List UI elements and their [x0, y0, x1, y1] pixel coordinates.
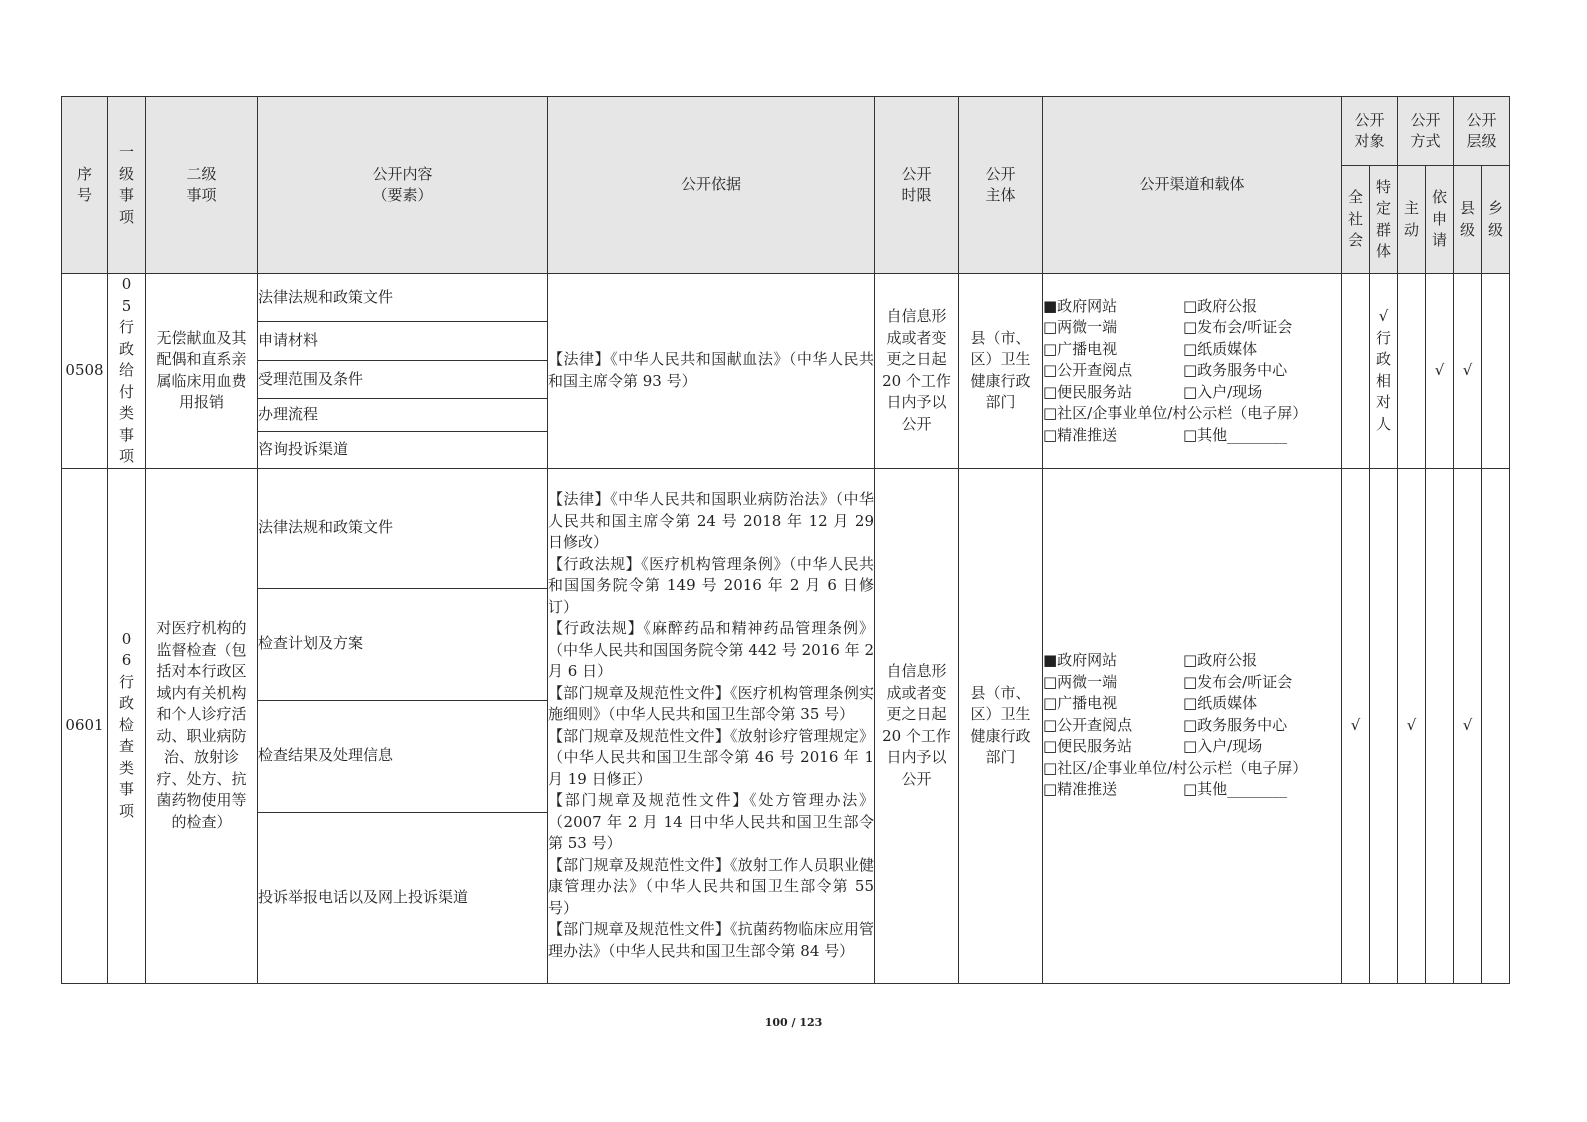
channel-item: □发布会/听证会 [1183, 672, 1293, 691]
channel-item: ■政府网站 [1043, 651, 1118, 670]
content-item: 法律法规和政策文件 [258, 468, 548, 588]
row-method-apply: √ [1426, 274, 1454, 469]
channel-item: □广播电视 [1043, 694, 1118, 713]
channel-item: □两微一端 [1043, 318, 1118, 336]
row-time-limit: 自信息形成或者变更之日起 20 个工作日内予以公开 [875, 468, 959, 983]
row-level-county: √ [1454, 468, 1482, 983]
header-object-specific: 特定群体 [1370, 166, 1398, 274]
header-subject: 公开主体 [959, 97, 1043, 274]
channel-item: ■政府网站 [1043, 296, 1118, 315]
content-item: 受理范围及条件 [258, 360, 548, 399]
row-level2: 对医疗机构的监督检查（包括对本行政区域内有关机构和个人诊疗活动、职业病防治、放射诊疗、处方、抗菌药物使用等的检查） [146, 468, 258, 983]
channel-item: □政务服务中心 [1183, 361, 1288, 379]
content-item: 办理流程 [258, 399, 548, 431]
row-level1: 05行政给付类事项 [108, 274, 146, 469]
channel-item: □便民服务站 [1043, 382, 1133, 401]
row-level-town [1482, 468, 1510, 983]
channel-item: □纸质媒体 [1183, 694, 1258, 713]
table-row [62, 468, 1510, 588]
header-level1: 一级事项 [108, 97, 146, 274]
table-row [62, 274, 1510, 322]
row-level1: 06行政检查类事项 [108, 468, 146, 983]
row-seq: 0601 [62, 468, 108, 983]
content-item: 法律法规和政策文件 [258, 274, 548, 322]
channel-item: □政府公报 [1183, 296, 1258, 315]
channel-item: □公开查阅点 [1043, 361, 1133, 379]
header-basis: 公开依据 [548, 97, 875, 274]
row-seq: 0508 [62, 274, 108, 469]
row-method-active: √ [1398, 468, 1426, 983]
header-content: 公开内容 （要素） [258, 97, 548, 274]
header-method-group: 公开方式 [1398, 97, 1454, 166]
row-object-specific: √行政相对人 [1370, 274, 1398, 469]
row-object-all: √ [1342, 468, 1370, 983]
row-method-apply [1426, 468, 1454, 983]
channel-item: □政府公报 [1183, 651, 1258, 670]
channel-item: □入户/现场 [1183, 382, 1263, 401]
row-time-limit: 自信息形成或者变更之日起 20 个工作日内予以公开 [875, 274, 959, 469]
channel-item: □入户/现场 [1183, 737, 1263, 756]
header-object-group: 公开对象 [1342, 97, 1398, 166]
content-item: 申请材料 [258, 322, 548, 361]
content-item: 咨询投诉渠道 [258, 431, 548, 468]
row-level-town [1482, 274, 1510, 469]
row-object-specific [1370, 468, 1398, 983]
content-item: 检查结果及处理信息 [258, 700, 548, 812]
row-basis: 【法律】《中华人民共和国献血法》（中华人民共和国主席令第 93 号） [548, 274, 875, 469]
channel-item: □发布会/听证会 [1183, 318, 1293, 336]
channel-item: □两微一端 [1043, 672, 1118, 691]
header-time-limit: 公开时限 [875, 97, 959, 274]
channel-item: □广播电视 [1043, 339, 1118, 358]
header-method-apply: 依申请 [1426, 166, 1454, 274]
header-level-county: 县级 [1454, 166, 1482, 274]
header-object-all: 全社会 [1342, 166, 1370, 274]
channel-item: □纸质媒体 [1183, 339, 1258, 358]
content-item: 检查计划及方案 [258, 588, 548, 700]
channel-item: □精准推送 [1043, 425, 1118, 444]
channel-item: □社区/企事业单位/村公示栏（电子屏） [1043, 758, 1308, 777]
content-item: 投诉举报电话以及网上投诉渠道 [258, 812, 548, 983]
page-number: 100 / 123 [764, 1016, 823, 1029]
channel-item: □政务服务中心 [1183, 715, 1288, 734]
channel-item: □精准推送 [1043, 780, 1118, 799]
row-basis: 【法律】《中华人民共和国职业病防治法》（中华人民共和国主席令第 24 号 2018 年 12 月 29 日修改） 【行政法规】《医疗机构管理条例》（中华人民共和国国务院令第 149 号 2016 年 2 月 6 日修订） 【行政法规】《麻醉药品和精神药品管理条例》（中华人民共和国国务院令第 442 号 2016 年 2 月 6 日） 【部门规章及规范性文件】《医疗机构管理条例实施细则》（中华人民共和国卫生部令第 35 号） 【部门规章及规范性文件】《放射诊疗管理规定》（中华人民共和国卫生部令第 46 号 2016 年 1 月 19 日修正） 【部门规章及规范性文件】《处方管理办法》（2007 年 2 月 14 日中华人民共和国卫生部令第 53 号） 【部门规章及规范性文件】《放射工作人员职业健康管理办法》（中华人民共和国卫生部令第 55 号） 【部门规章及规范性文件】《抗菌药物临床应用管理办法》（中华人民共和国卫生部令第 84 号） [548, 468, 875, 983]
row-subject: 县（市、区）卫生健康行政部门 [959, 468, 1043, 983]
row-channels [1043, 468, 1342, 983]
header-level2: 二级事项 [146, 97, 258, 274]
header-level-town: 乡级 [1482, 166, 1510, 274]
header-method-active: 主动 [1398, 166, 1426, 274]
row-subject: 县（市、区）卫生健康行政部门 [959, 274, 1043, 469]
channel-item: □其他________ [1183, 425, 1288, 444]
header-channels: 公开渠道和载体 [1043, 97, 1342, 274]
row-level2: 无偿献血及其配偶和直系亲属临床用血费用报销 [146, 274, 258, 469]
channel-item: □公开查阅点 [1043, 715, 1133, 734]
row-channels [1043, 274, 1342, 469]
disclosure-table [61, 96, 1510, 984]
channel-item: □其他________ [1183, 780, 1288, 799]
channel-item: □社区/企事业单位/村公示栏（电子屏） [1043, 404, 1308, 422]
channel-item: □便民服务站 [1043, 737, 1133, 756]
header-seq: 序号 [62, 97, 108, 274]
header-level-group: 公开层级 [1454, 97, 1510, 166]
row-level-county: √ [1454, 274, 1482, 469]
row-method-active [1398, 274, 1426, 469]
row-object-all [1342, 274, 1370, 469]
